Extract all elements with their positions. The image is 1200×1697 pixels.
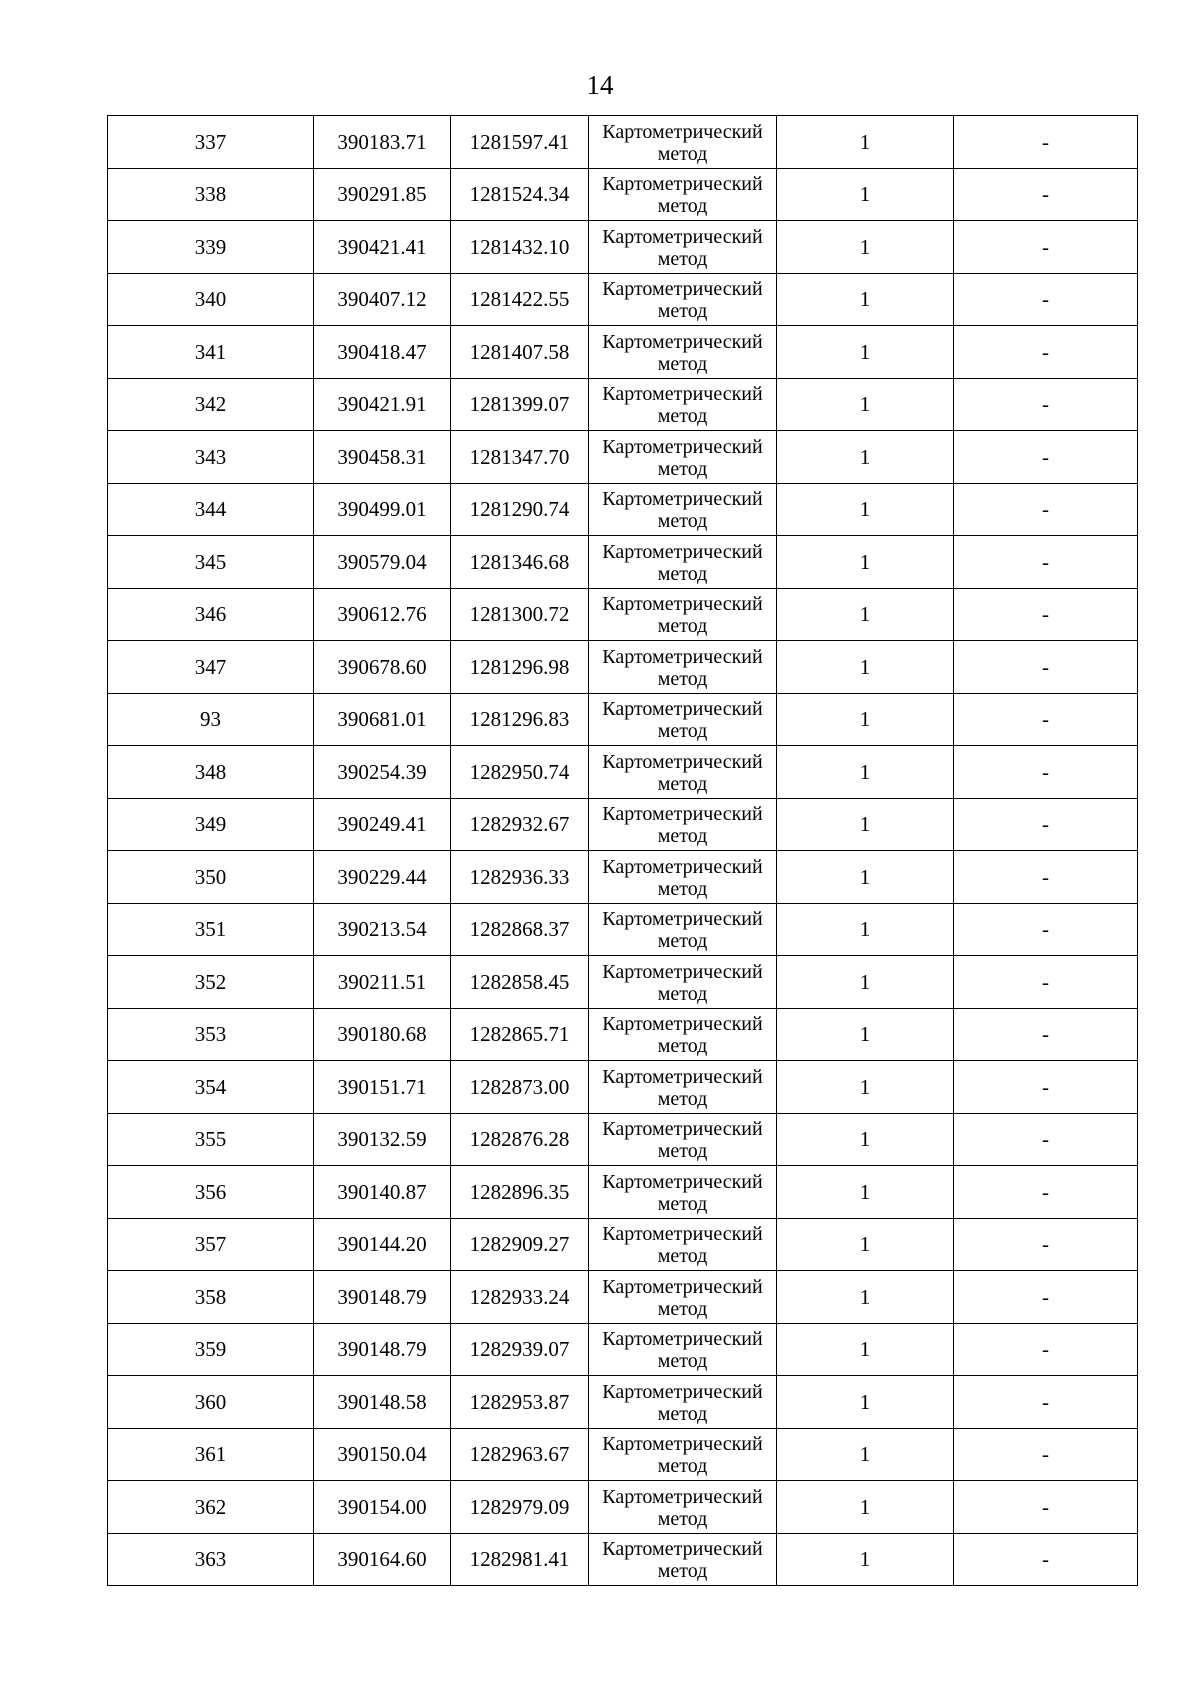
method-cell	[589, 1481, 777, 1534]
x-coordinate-cell: 390421.91	[314, 378, 451, 431]
point-number-cell: 357	[108, 1218, 314, 1271]
accuracy-cell: 1	[777, 1533, 954, 1586]
method-line-2: метод	[657, 1560, 708, 1583]
method-line-2: метод	[657, 1350, 708, 1373]
accuracy-cell: 1	[777, 221, 954, 274]
y-coordinate-cell: 1281432.10	[451, 221, 589, 274]
page-number: 14	[586, 70, 614, 100]
y-coordinate-cell: 1282876.28	[451, 1113, 589, 1166]
note-cell: -	[954, 1323, 1138, 1376]
table-row	[108, 483, 1138, 536]
note-cell: -	[954, 1376, 1138, 1429]
method-cell	[589, 588, 777, 641]
table-row	[108, 1481, 1138, 1534]
note-cell: -	[954, 1428, 1138, 1481]
method-cell	[589, 1323, 777, 1376]
y-coordinate-cell: 1282950.74	[451, 746, 589, 799]
method-cell	[589, 798, 777, 851]
method-line-1: Картометрический	[602, 750, 763, 773]
table-row	[108, 1218, 1138, 1271]
method-line-2: метод	[657, 1507, 708, 1530]
y-coordinate-cell: 1282865.71	[451, 1008, 589, 1061]
point-number-cell: 353	[108, 1008, 314, 1061]
table-row	[108, 641, 1138, 694]
point-number-cell: 337	[108, 116, 314, 169]
x-coordinate-cell: 390151.71	[314, 1061, 451, 1114]
y-coordinate-cell: 1282981.41	[451, 1533, 589, 1586]
method-cell	[589, 1113, 777, 1166]
method-cell	[589, 168, 777, 221]
x-coordinate-cell: 390148.58	[314, 1376, 451, 1429]
method-cell	[589, 903, 777, 956]
table-row	[108, 273, 1138, 326]
table-row	[108, 168, 1138, 221]
y-coordinate-cell: 1282909.27	[451, 1218, 589, 1271]
table-row	[108, 1166, 1138, 1219]
accuracy-cell: 1	[777, 1218, 954, 1271]
y-coordinate-cell: 1282936.33	[451, 851, 589, 904]
method-line-1: Картометрический	[602, 1328, 763, 1351]
method-line-1: Картометрический	[602, 803, 763, 826]
method-line-1: Картометрический	[602, 1433, 763, 1456]
method-line-2: метод	[657, 1140, 708, 1163]
table-row	[108, 1376, 1138, 1429]
accuracy-cell: 1	[777, 378, 954, 431]
method-cell	[589, 1271, 777, 1324]
point-number-cell: 351	[108, 903, 314, 956]
method-line-2: метод	[657, 615, 708, 638]
note-cell: -	[954, 798, 1138, 851]
point-number-cell: 348	[108, 746, 314, 799]
method-line-1: Картометрический	[602, 1485, 763, 1508]
table-row	[108, 116, 1138, 169]
note-cell: -	[954, 746, 1138, 799]
y-coordinate-cell: 1281422.55	[451, 273, 589, 326]
method-line-2: метод	[657, 1402, 708, 1425]
note-cell: -	[954, 221, 1138, 274]
x-coordinate-cell: 390140.87	[314, 1166, 451, 1219]
table-row	[108, 1008, 1138, 1061]
method-cell	[589, 221, 777, 274]
method-line-2: метод	[657, 195, 708, 218]
method-line-1: Картометрический	[602, 1118, 763, 1141]
note-cell: -	[954, 1481, 1138, 1534]
table-row	[108, 221, 1138, 274]
note-cell: -	[954, 116, 1138, 169]
point-number-cell: 363	[108, 1533, 314, 1586]
accuracy-cell: 1	[777, 851, 954, 904]
method-line-2: метод	[657, 877, 708, 900]
method-line-1: Картометрический	[602, 908, 763, 931]
x-coordinate-cell: 390499.01	[314, 483, 451, 536]
note-cell: -	[954, 168, 1138, 221]
method-cell	[589, 1376, 777, 1429]
method-cell	[589, 1218, 777, 1271]
accuracy-cell: 1	[777, 956, 954, 1009]
method-cell	[589, 273, 777, 326]
note-cell: -	[954, 483, 1138, 536]
coordinates-table	[107, 115, 1138, 1586]
point-number-cell: 339	[108, 221, 314, 274]
x-coordinate-cell: 390150.04	[314, 1428, 451, 1481]
point-number-cell: 362	[108, 1481, 314, 1534]
method-cell	[589, 431, 777, 484]
method-line-1: Картометрический	[602, 120, 763, 143]
accuracy-cell: 1	[777, 1166, 954, 1219]
method-line-1: Картометрический	[602, 278, 763, 301]
x-coordinate-cell: 390407.12	[314, 273, 451, 326]
accuracy-cell: 1	[777, 798, 954, 851]
point-number-cell: 340	[108, 273, 314, 326]
point-number-cell: 338	[108, 168, 314, 221]
method-line-2: метод	[657, 720, 708, 743]
method-line-2: метод	[657, 247, 708, 270]
note-cell: -	[954, 1113, 1138, 1166]
point-number-cell: 344	[108, 483, 314, 536]
accuracy-cell: 1	[777, 903, 954, 956]
method-line-1: Картометрический	[602, 698, 763, 721]
y-coordinate-cell: 1282868.37	[451, 903, 589, 956]
method-cell	[589, 956, 777, 1009]
table-row	[108, 746, 1138, 799]
point-number-cell: 358	[108, 1271, 314, 1324]
accuracy-cell: 1	[777, 116, 954, 169]
y-coordinate-cell: 1282873.00	[451, 1061, 589, 1114]
method-cell	[589, 1533, 777, 1586]
x-coordinate-cell: 390291.85	[314, 168, 451, 221]
y-coordinate-cell: 1281300.72	[451, 588, 589, 641]
point-number-cell: 347	[108, 641, 314, 694]
method-line-2: метод	[657, 772, 708, 795]
y-coordinate-cell: 1281296.98	[451, 641, 589, 694]
point-number-cell: 346	[108, 588, 314, 641]
x-coordinate-cell: 390254.39	[314, 746, 451, 799]
note-cell: -	[954, 1008, 1138, 1061]
point-number-cell: 345	[108, 536, 314, 589]
point-number-cell: 350	[108, 851, 314, 904]
x-coordinate-cell: 390681.01	[314, 693, 451, 746]
method-line-2: метод	[657, 457, 708, 480]
y-coordinate-cell: 1281290.74	[451, 483, 589, 536]
point-number-cell: 354	[108, 1061, 314, 1114]
y-coordinate-cell: 1282933.24	[451, 1271, 589, 1324]
method-cell	[589, 483, 777, 536]
y-coordinate-cell: 1281346.68	[451, 536, 589, 589]
accuracy-cell: 1	[777, 1271, 954, 1324]
point-number-cell: 356	[108, 1166, 314, 1219]
y-coordinate-cell: 1281296.83	[451, 693, 589, 746]
table-row	[108, 431, 1138, 484]
note-cell: -	[954, 851, 1138, 904]
method-line-2: метод	[657, 1192, 708, 1215]
method-line-1: Картометрический	[602, 540, 763, 563]
table-row	[108, 536, 1138, 589]
note-cell: -	[954, 1218, 1138, 1271]
note-cell: -	[954, 1533, 1138, 1586]
x-coordinate-cell: 390579.04	[314, 536, 451, 589]
x-coordinate-cell: 390678.60	[314, 641, 451, 694]
method-cell	[589, 378, 777, 431]
method-line-1: Картометрический	[602, 1223, 763, 1246]
point-number-cell: 360	[108, 1376, 314, 1429]
method-cell	[589, 1428, 777, 1481]
note-cell: -	[954, 588, 1138, 641]
method-cell	[589, 536, 777, 589]
method-line-1: Картометрический	[602, 435, 763, 458]
method-line-1: Картометрический	[602, 173, 763, 196]
x-coordinate-cell: 390229.44	[314, 851, 451, 904]
table-row	[108, 903, 1138, 956]
x-coordinate-cell: 390132.59	[314, 1113, 451, 1166]
table-row	[108, 1271, 1138, 1324]
method-line-2: метод	[657, 562, 708, 585]
note-cell: -	[954, 536, 1138, 589]
accuracy-cell: 1	[777, 273, 954, 326]
point-number-cell: 361	[108, 1428, 314, 1481]
y-coordinate-cell: 1282979.09	[451, 1481, 589, 1534]
method-line-2: метод	[657, 1245, 708, 1268]
point-number-cell: 341	[108, 326, 314, 379]
method-cell	[589, 1008, 777, 1061]
note-cell: -	[954, 431, 1138, 484]
y-coordinate-cell: 1281524.34	[451, 168, 589, 221]
accuracy-cell: 1	[777, 693, 954, 746]
note-cell: -	[954, 1166, 1138, 1219]
point-number-cell: 343	[108, 431, 314, 484]
method-line-1: Картометрический	[602, 1013, 763, 1036]
table-row	[108, 798, 1138, 851]
method-line-2: метод	[657, 930, 708, 953]
method-line-1: Картометрический	[602, 1170, 763, 1193]
accuracy-cell: 1	[777, 536, 954, 589]
note-cell: -	[954, 378, 1138, 431]
accuracy-cell: 1	[777, 1061, 954, 1114]
accuracy-cell: 1	[777, 168, 954, 221]
y-coordinate-cell: 1282858.45	[451, 956, 589, 1009]
method-line-2: метод	[657, 352, 708, 375]
x-coordinate-cell: 390148.79	[314, 1323, 451, 1376]
table-row	[108, 851, 1138, 904]
point-number-cell: 355	[108, 1113, 314, 1166]
table-row	[108, 693, 1138, 746]
method-line-2: метод	[657, 1087, 708, 1110]
method-line-2: метод	[657, 825, 708, 848]
method-line-2: метод	[657, 667, 708, 690]
x-coordinate-cell: 390418.47	[314, 326, 451, 379]
y-coordinate-cell: 1282932.67	[451, 798, 589, 851]
table-row	[108, 378, 1138, 431]
method-line-2: метод	[657, 1035, 708, 1058]
point-number-cell: 359	[108, 1323, 314, 1376]
table-row	[108, 1428, 1138, 1481]
x-coordinate-cell: 390213.54	[314, 903, 451, 956]
note-cell: -	[954, 903, 1138, 956]
note-cell: -	[954, 1271, 1138, 1324]
note-cell: -	[954, 956, 1138, 1009]
note-cell: -	[954, 273, 1138, 326]
note-cell: -	[954, 693, 1138, 746]
method-line-1: Картометрический	[602, 645, 763, 668]
accuracy-cell: 1	[777, 326, 954, 379]
x-coordinate-cell: 390154.00	[314, 1481, 451, 1534]
accuracy-cell: 1	[777, 1008, 954, 1061]
table-row	[108, 326, 1138, 379]
method-line-1: Картометрический	[602, 383, 763, 406]
method-cell	[589, 641, 777, 694]
x-coordinate-cell: 390148.79	[314, 1271, 451, 1324]
accuracy-cell: 1	[777, 641, 954, 694]
accuracy-cell: 1	[777, 1376, 954, 1429]
method-line-1: Картометрический	[602, 960, 763, 983]
method-cell	[589, 326, 777, 379]
method-line-2: метод	[657, 1455, 708, 1478]
point-number-cell: 342	[108, 378, 314, 431]
method-line-2: метод	[657, 142, 708, 165]
method-cell	[589, 116, 777, 169]
method-line-2: метод	[657, 300, 708, 323]
y-coordinate-cell: 1282953.87	[451, 1376, 589, 1429]
x-coordinate-cell: 390144.20	[314, 1218, 451, 1271]
accuracy-cell: 1	[777, 483, 954, 536]
y-coordinate-cell: 1282896.35	[451, 1166, 589, 1219]
x-coordinate-cell: 390458.31	[314, 431, 451, 484]
method-cell	[589, 851, 777, 904]
method-line-1: Картометрический	[602, 330, 763, 353]
x-coordinate-cell: 390164.60	[314, 1533, 451, 1586]
y-coordinate-cell: 1281399.07	[451, 378, 589, 431]
x-coordinate-cell: 390180.68	[314, 1008, 451, 1061]
coordinates-table-body	[108, 116, 1138, 1586]
method-line-2: метод	[657, 510, 708, 533]
note-cell: -	[954, 326, 1138, 379]
accuracy-cell: 1	[777, 1481, 954, 1534]
method-line-1: Картометрический	[602, 1275, 763, 1298]
method-line-1: Картометрический	[602, 1065, 763, 1088]
method-line-1: Картометрический	[602, 855, 763, 878]
accuracy-cell: 1	[777, 746, 954, 799]
table-row	[108, 588, 1138, 641]
table-row	[108, 1061, 1138, 1114]
method-line-1: Картометрический	[602, 1538, 763, 1561]
method-line-1: Картометрический	[602, 225, 763, 248]
point-number-cell: 352	[108, 956, 314, 1009]
y-coordinate-cell: 1281407.58	[451, 326, 589, 379]
y-coordinate-cell: 1282963.67	[451, 1428, 589, 1481]
method-cell	[589, 1061, 777, 1114]
method-line-2: метод	[657, 982, 708, 1005]
accuracy-cell: 1	[777, 1113, 954, 1166]
y-coordinate-cell: 1282939.07	[451, 1323, 589, 1376]
table-row	[108, 1113, 1138, 1166]
y-coordinate-cell: 1281597.41	[451, 116, 589, 169]
x-coordinate-cell: 390612.76	[314, 588, 451, 641]
note-cell: -	[954, 1061, 1138, 1114]
table-row	[108, 1323, 1138, 1376]
accuracy-cell: 1	[777, 1428, 954, 1481]
table-row	[108, 1533, 1138, 1586]
point-number-cell: 93	[108, 693, 314, 746]
method-line-1: Картометрический	[602, 593, 763, 616]
method-line-1: Картометрический	[602, 488, 763, 511]
note-cell: -	[954, 641, 1138, 694]
x-coordinate-cell: 390421.41	[314, 221, 451, 274]
table-row	[108, 956, 1138, 1009]
method-cell	[589, 693, 777, 746]
accuracy-cell: 1	[777, 1323, 954, 1376]
method-line-1: Картометрический	[602, 1380, 763, 1403]
method-cell	[589, 1166, 777, 1219]
x-coordinate-cell: 390249.41	[314, 798, 451, 851]
x-coordinate-cell: 390183.71	[314, 116, 451, 169]
method-line-2: метод	[657, 1297, 708, 1320]
accuracy-cell: 1	[777, 431, 954, 484]
y-coordinate-cell: 1281347.70	[451, 431, 589, 484]
method-line-2: метод	[657, 405, 708, 428]
accuracy-cell: 1	[777, 588, 954, 641]
x-coordinate-cell: 390211.51	[314, 956, 451, 1009]
point-number-cell: 349	[108, 798, 314, 851]
method-cell	[589, 746, 777, 799]
